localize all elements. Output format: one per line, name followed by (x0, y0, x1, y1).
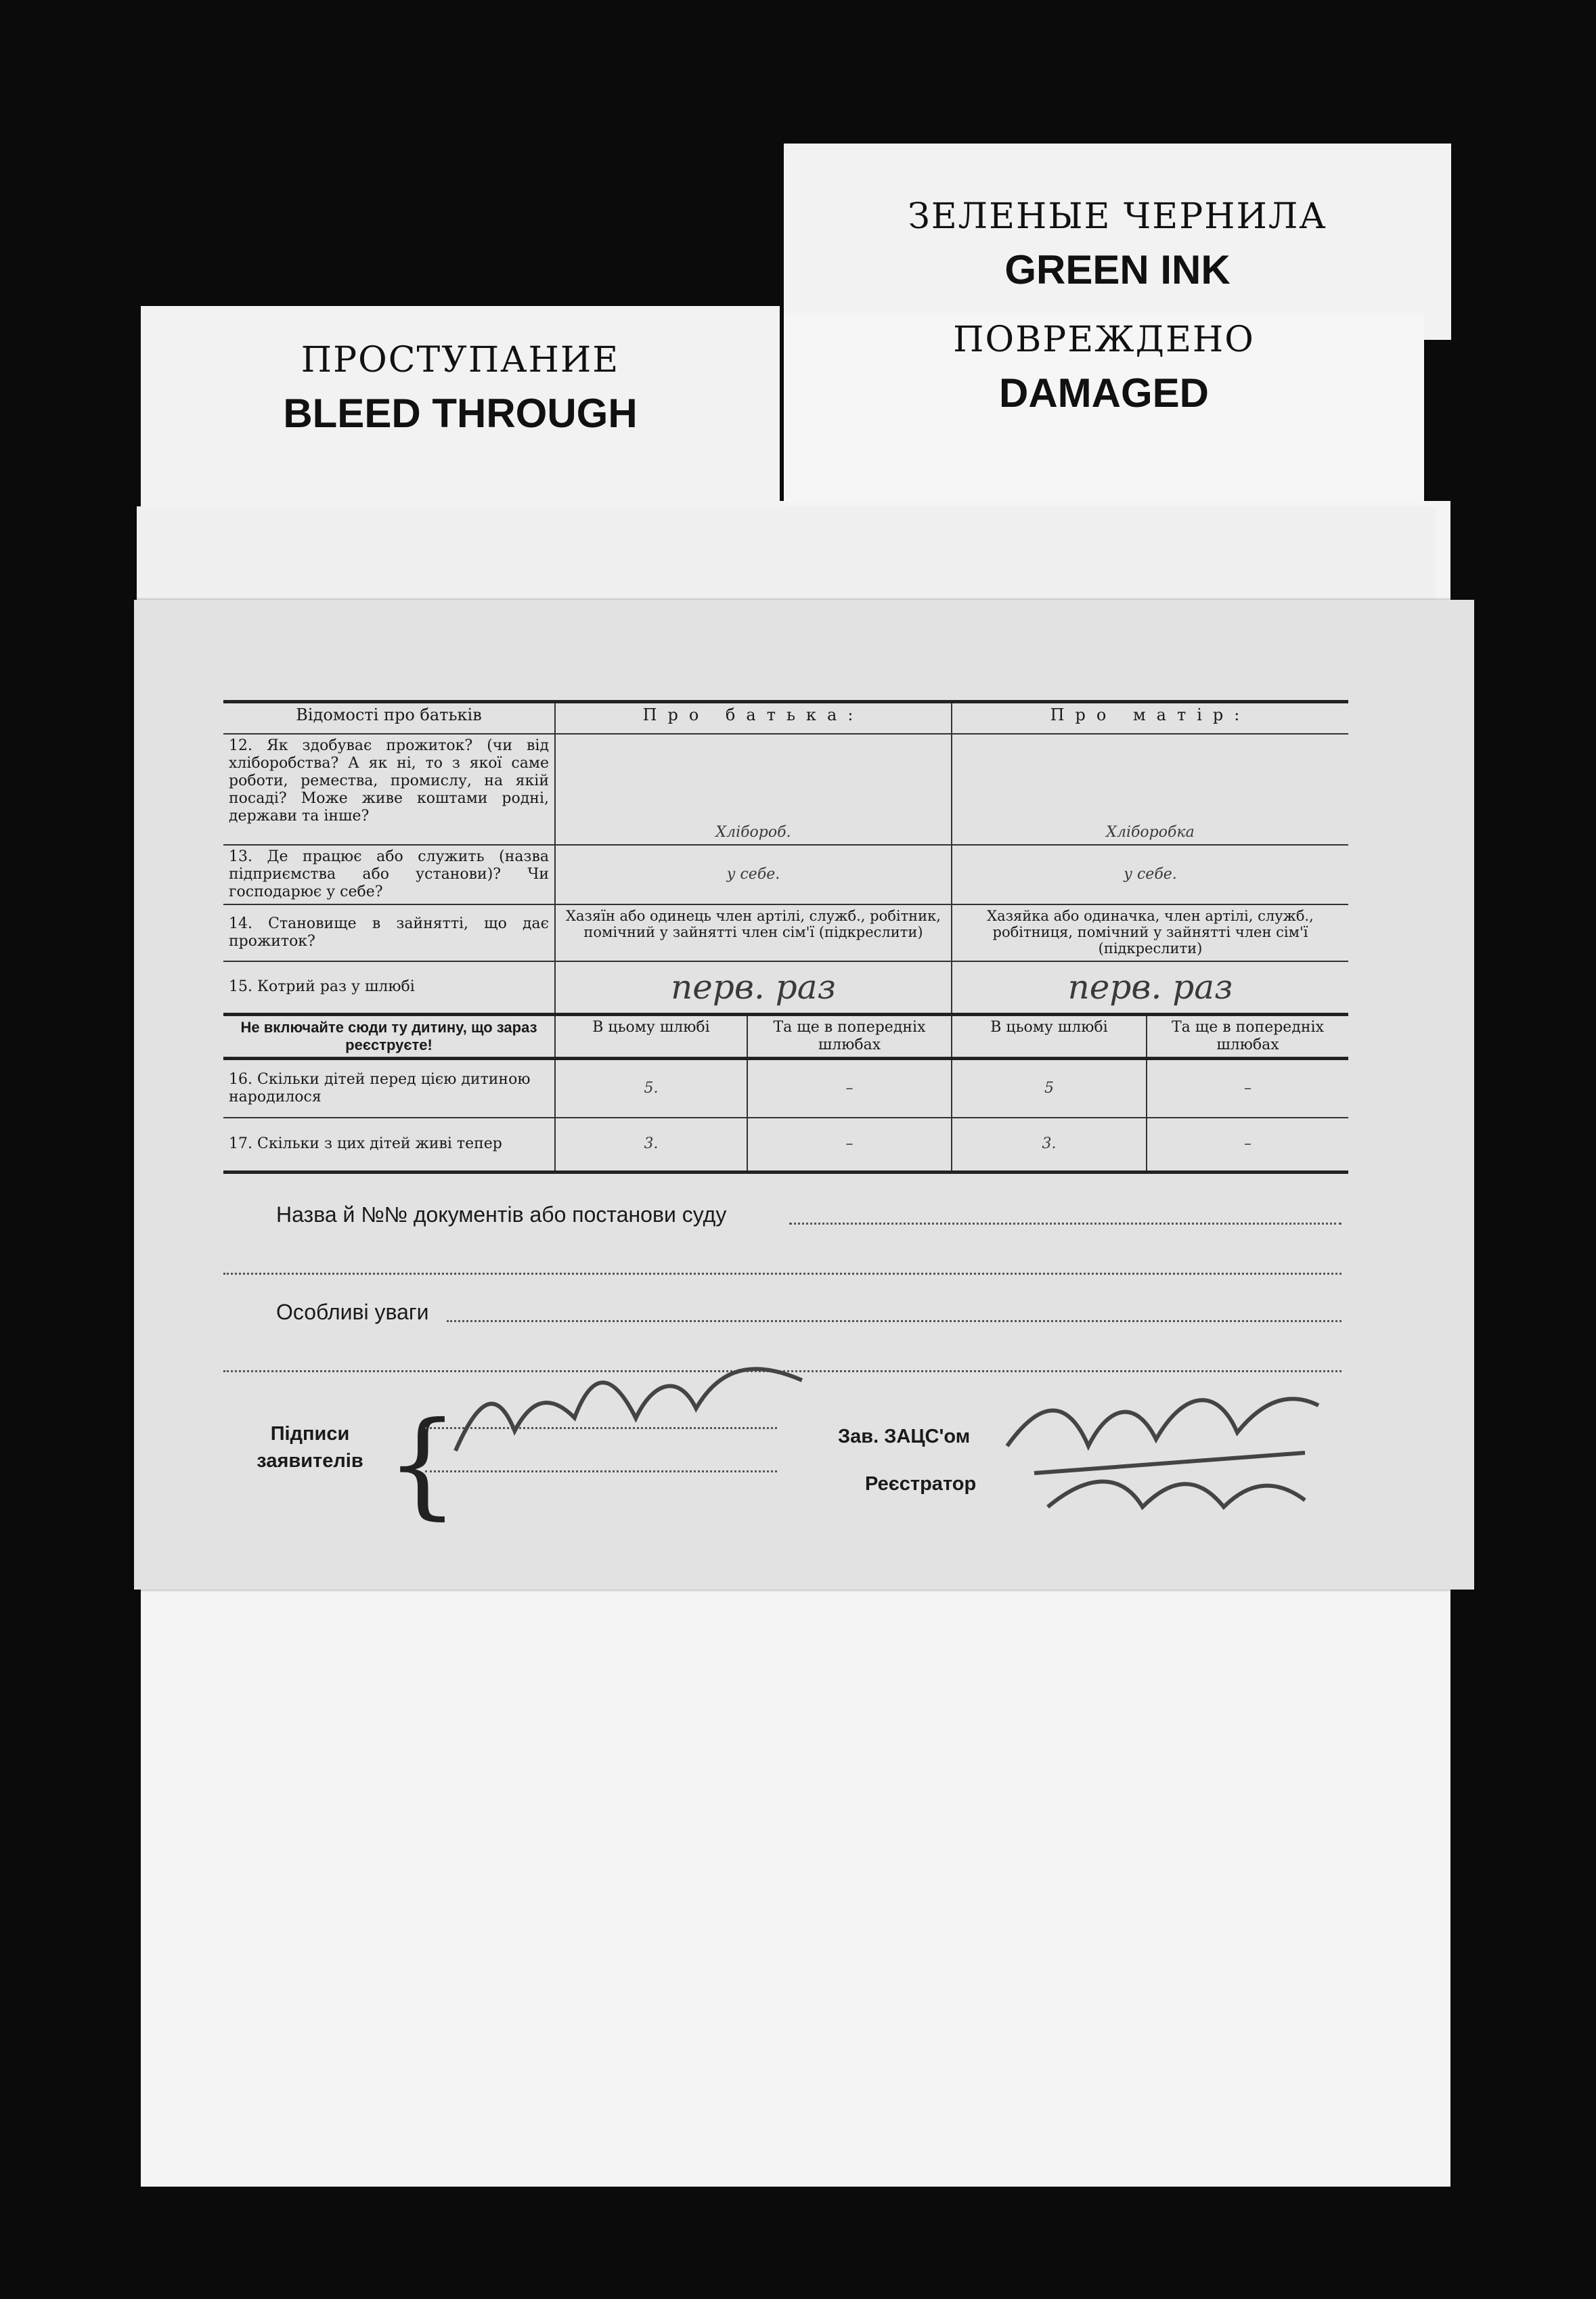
table-row-q15 (223, 961, 1348, 1014)
q12-label: 12. Як здобуває прожиток? (чи від хліборобства? А як ні, то з якої саме роботи, ремества, промислу, на якій посаді? Може живе коштами родні, держави та інше? (223, 734, 555, 845)
father-prev-marriages-header: Та ще в попередніх шлюбах (747, 1014, 952, 1058)
green-ink-card (784, 144, 1451, 340)
q13-father-answer: у себе. (555, 845, 952, 904)
q17-father-prev: – (747, 1118, 952, 1172)
green-ink-label-ru: ЗЕЛЕНЫЕ ЧЕРНИЛА (908, 196, 1327, 237)
head-signature-scribble (994, 1372, 1332, 1530)
father-this-marriage-header: В цьому шлюбі (555, 1014, 747, 1058)
registration-form (134, 600, 1474, 1590)
documents-field-line (789, 1223, 1342, 1225)
mother-this-marriage-header: В цьому шлюбі (952, 1014, 1147, 1058)
q13-mother-answer: у себе. (952, 845, 1348, 904)
q17-mother-prev: – (1147, 1118, 1348, 1172)
middle-sheet (137, 506, 1436, 615)
header-father: Про батька: (555, 702, 952, 735)
q17-mother-this: 3. (952, 1118, 1147, 1172)
q16-mother-prev: – (1147, 1058, 1348, 1118)
table-row-q13 (223, 845, 1348, 904)
q15-father-answer: перв. раз (555, 961, 952, 1014)
damaged-label-en: DAMAGED (999, 370, 1209, 416)
green-ink-label-en: GREEN INK (1004, 247, 1231, 292)
applicants-signature-label: Підписи заявителів (257, 1423, 363, 1472)
signature-brace-icon: { (386, 1397, 460, 1531)
q16-mother-this: 5 (952, 1058, 1147, 1118)
q12-mother-answer: Хліборобка (952, 734, 1348, 845)
bleed-through-label-ru: ПРОСТУПАНИЕ (301, 340, 620, 380)
q15-label: 15. Котрий раз у шлюбі (223, 961, 555, 1014)
bleed-through-card (141, 306, 780, 509)
q14-label: 14. Становище в зайнятті, що дає прожиток? (223, 904, 555, 961)
applicant-signature-scribble (435, 1338, 822, 1481)
head-zags-label: Зав. ЗАЦС'ом (838, 1426, 971, 1447)
q17-label: 17. Скільки з цих дітей живі тепер (223, 1118, 555, 1172)
damaged-card (784, 313, 1424, 502)
q13-label: 13. Де працює або служить (назва підприємства або установи)? Чи господарює у себе? (223, 845, 555, 904)
q12-father-answer: Хлібороб. (555, 734, 952, 845)
parents-table (223, 700, 1348, 1174)
q14-mother-options: Хазяйка або одиначка, член артілі, служб., робітниця, помічний у зайнятті член сім'ї (підкреслити) (952, 904, 1348, 961)
exclude-child-note: Не включайте сюди ту дитину, що зараз реєструєте! (223, 1014, 555, 1058)
remarks-field-line (447, 1320, 1342, 1322)
table-row-q16 (223, 1058, 1348, 1118)
registrar-label: Реєстратор (865, 1473, 977, 1495)
q16-father-prev: – (747, 1058, 952, 1118)
header-mother: Про матір: (952, 702, 1348, 735)
table-row-q12 (223, 734, 1348, 845)
q15-mother-answer: перв. раз (952, 961, 1348, 1014)
documents-field-line-2 (223, 1273, 1342, 1275)
q16-father-this: 5. (555, 1058, 747, 1118)
mother-prev-marriages-header: Та ще в попередніх шлюбах (1147, 1014, 1348, 1058)
bleed-through-label-en: BLEED THROUGH (283, 391, 638, 436)
table-subheader-row (223, 1014, 1348, 1058)
table-row-q14 (223, 904, 1348, 961)
damaged-label-ru: ПОВРЕЖДЕНО (953, 320, 1255, 360)
q17-father-this: 3. (555, 1118, 747, 1172)
q14-father-options: Хазяїн або одинець член артілі, служб., робітник, помічний у зайнятті член сім'ї (підкреслити) (555, 904, 952, 961)
table-row-q17 (223, 1118, 1348, 1172)
table-header-row (223, 702, 1348, 735)
q16-label: 16. Скільки дітей перед цією дитиною народилося (223, 1058, 555, 1118)
documents-field-label: Назва й №№ документів або постанови суду (276, 1202, 727, 1227)
header-parents-info: Відомості про батьків (223, 702, 555, 735)
remarks-field-label: Особливі уваги (276, 1300, 429, 1324)
